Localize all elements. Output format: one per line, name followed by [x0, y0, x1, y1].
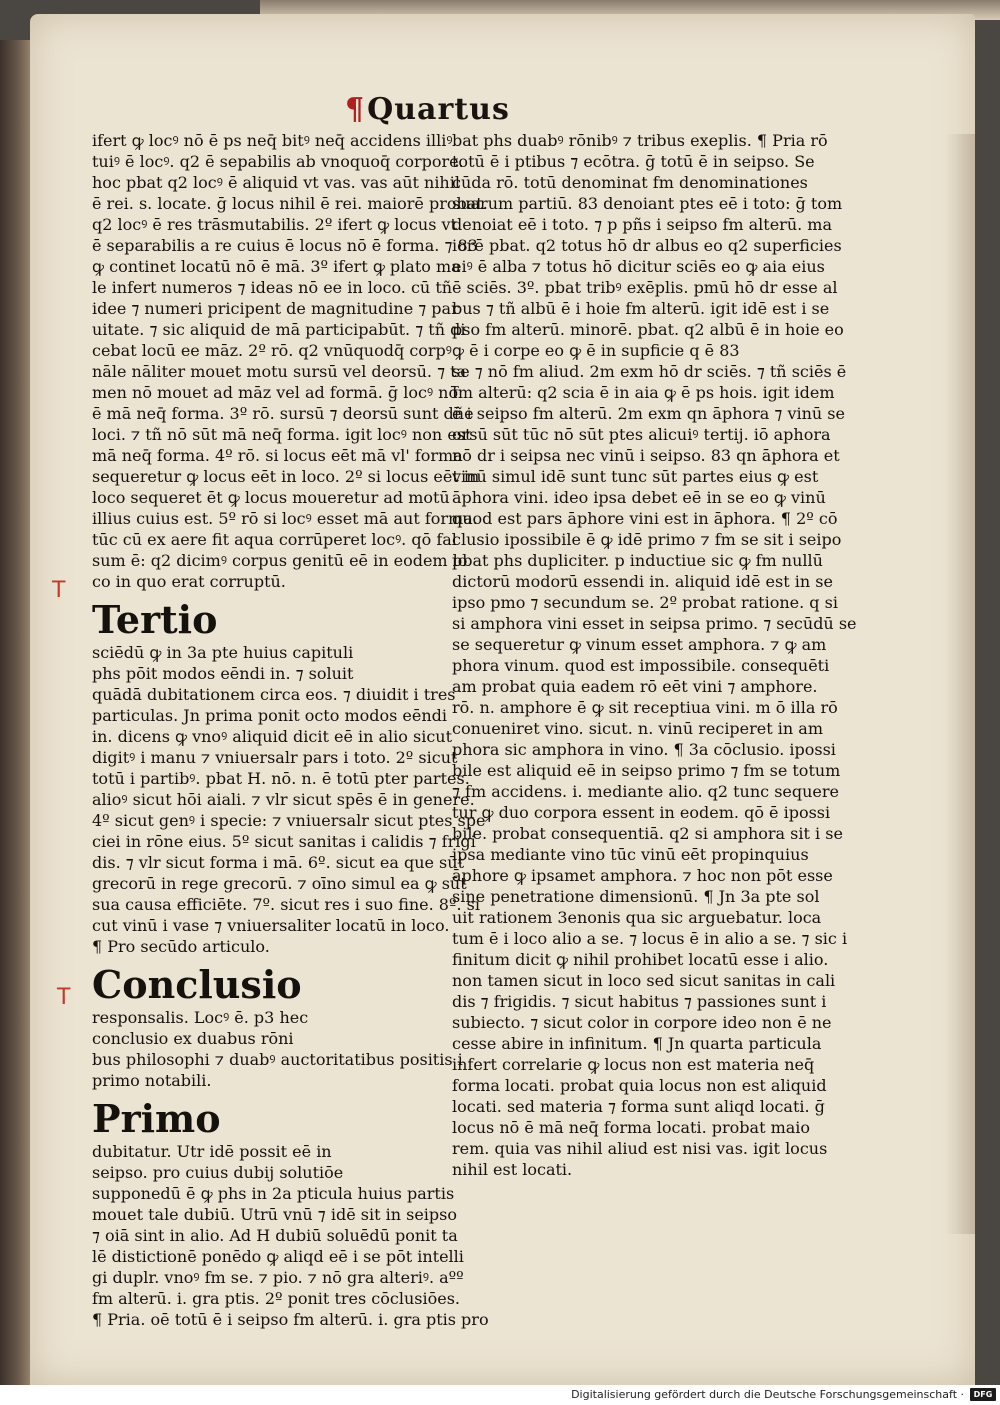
text-line: ipso pmo ⁊ secundum se. 2º probat ratione. q si [452, 593, 838, 612]
text-line: ⁊ oiā sint in alio. Ad H dubiū soluēdū ponit ta [92, 1226, 458, 1245]
text-line: se ⁊ nō fm aliud. 2m exm hō dr sciēs. ⁊ tñ sciēs ē [452, 362, 847, 381]
text-line: uit rationem 3enonis qua sic arguebatur. loca [452, 908, 822, 927]
text-line: men nō mouet ad māz vel ad formā. ḡ locꝰ nō [92, 383, 459, 402]
text-line: sequeretur ꝙ locus eēt in loco. 2º si locus eēt in [92, 467, 480, 486]
pilcrow-mark: ¶ [345, 92, 366, 127]
text-line: sum ē: q2 dicimꝰ corpus genitū eē in eodem lo [92, 551, 468, 570]
margin-mark-1: T [52, 578, 66, 603]
text-line: idee ⁊ numeri pricipent de magnitudine ⁊ par [92, 299, 459, 318]
left-column [92, 130, 489, 1330]
text-line: orsū sūt tūc nō sūt ptes alicuiꝰ tertij. iō aphora [452, 425, 831, 444]
book-left-edge [0, 40, 34, 1385]
text-line: infert correlarie ꝙ locus non est materia neq̄ [452, 1055, 815, 1074]
text-line: finitum dicit ꝙ nihil prohibet locatū esse i alio. [452, 950, 829, 969]
conclusio-paragraph [92, 1049, 463, 1091]
text-line: rō. n. amphore ē ꝙ sit receptiua vini. m ō illa rō [452, 698, 838, 717]
text-line: locus nō ē mā neq̄ forma locati. probat maio [452, 1118, 811, 1137]
text-line: nihil est locati. [452, 1160, 573, 1179]
text-line: pbat phs dupliciter. p inductiue sic ꝙ fm nullū [452, 551, 823, 570]
text-line: se sequeretur ꝙ vinum esset amphora. ⁊ ꝙ am [452, 635, 827, 654]
text-line: digitꝰ i manu ⁊ vniuersalr pars i toto. 2º sicut [92, 748, 458, 767]
text-line: tur ꝙ duo corpora essent in eodem. qō ē ipossi [452, 803, 831, 822]
text-line: q2 locꝰ ē res trāsmutabilis. 2º ifert ꝙ locus vt [92, 215, 457, 234]
text-line: ⁊ fm accidens. i. mediante alio. q2 tunc sequere [452, 782, 840, 801]
text-line: quod est pars āphore vini est in āphora. ¶ 2º cō [452, 509, 838, 528]
text-line: phora vinum. quod est impossibile. consequēti [452, 656, 830, 675]
primo-initial-word: Primo [92, 1096, 221, 1141]
text-line: gi duplr. vnoꝰ fm se. ⁊ pio. ⁊ nō gra alteriꝰ. aºº [92, 1268, 464, 1287]
text-line: bile. probat consequentiā. q2 si amphora sit i se [452, 824, 843, 843]
text-line: bile est aliquid eē in seipso primo ⁊ fm se totum [452, 761, 841, 780]
text-line: seipso. pro cuius dubij solutiōe [92, 1163, 344, 1182]
margin-mark-2: T [57, 985, 71, 1010]
text-line: cebat locū ee māz. 2º rō. q2 vnūquodq̄ corpꝰ [92, 341, 452, 360]
text-line: in. dicens ꝙ vnoꝰ aliquid dicit eē in alio sicut [92, 727, 453, 746]
text-line: ꝙ ē i corpe eo ꝙ ē in supficie q ē 83 [452, 341, 740, 360]
text-line: sciēdū ꝙ in 3a pte huius capituli [92, 643, 354, 662]
text-line: pso fm alterū. minorē. pbat. q2 albū ē in hoie eo [452, 320, 844, 339]
text-line: particulas. Jn prima ponit octo modos eēndi [92, 706, 448, 725]
text-line: cesse abire in infinitum. ¶ Jn quarta particula [452, 1034, 822, 1053]
text-line: tuiꝰ ē locꝰ. q2 ē sepabilis ab vnoquoq̄ corpore. [92, 152, 464, 171]
text-line: forma locati. probat quia locus non est aliquid [452, 1076, 827, 1095]
text-line: fm alterū: q2 scia ē in aia ꝙ ē ps hois. igit idem [452, 383, 835, 402]
text-line: phs pōit modos eēndi in. ⁊ soluit [92, 664, 354, 683]
text-line: mouet tale dubiū. Utrū vnū ⁊ idē sit in seipso [92, 1205, 457, 1224]
text-line: bus ⁊ tñ albū ē i hoie fm alterū. igit idē est i se [452, 299, 830, 318]
text-line: eiꝰ ē alba ⁊ totus hō dicitur sciēs eo ꝙ aia eius [452, 257, 825, 276]
text-line: le infert numeros ⁊ ideas nō ee in loco. cū tñ [92, 278, 453, 297]
text-line: ¶ Pro secūdo articulo. [92, 937, 270, 956]
conclusio-section [92, 962, 463, 1091]
text-line: vinū simul idē sunt tunc sūt partes eius ꝙ est [452, 467, 819, 486]
text-line: rem. quia vas nihil aliud est nisi vas. igit locus [452, 1139, 828, 1158]
tertio-initial-word: Tertio [92, 597, 218, 642]
text-line: nō dr i seipsa nec vinū i seipso. 83 qn āphora et [452, 446, 840, 465]
text-line: conueniret vino. sicut. n. vinū reciperet in am [452, 719, 823, 738]
text-line: non tamen sicut in loco sed sicut sanitas in cali [452, 971, 836, 990]
text-line: illius cuius est. 5º rō si locꝰ esset mā aut forma. [92, 509, 478, 528]
text-line: am probat quia eadem rō eēt vini ⁊ amphore. [452, 677, 818, 696]
text-line: lē distictionē ponēdo ꝙ aliqd eē i se pōt intelli [92, 1247, 464, 1266]
text-line: 4º sicut genꝰ i specie: ⁊ vniuersalr sicut ptes spe [92, 811, 486, 830]
text-line: loci. ⁊ tñ nō sūt mā neq̄ forma. igit locꝰ non est [92, 425, 472, 444]
text-line: sua causa efficiēte. 7º. sicut res i suo fine. 8º. si [92, 895, 481, 914]
text-line: clusio ipossibile ē ꝙ idē primo ⁊ fm se sit i seipo [452, 530, 842, 549]
footer-credit: Digitalisierung gefördert durch die Deutsche Forschungsgemeinschaft · [571, 1388, 964, 1401]
text-line: ciei in rōne eius. 5º sicut sanitas i calidis ⁊ frigi [92, 832, 476, 851]
page-fold-shadow [945, 134, 975, 1234]
text-line: si amphora vini esset in seipsa primo. ⁊ secūdū se [452, 614, 857, 633]
text-line: uitate. ⁊ sic aliquid de mā participabūt. ⁊ tñ di [92, 320, 466, 339]
conclusio-initial-word: Conclusio [92, 962, 302, 1007]
text-line: ē separabilis a re cuius ē locus nō ē forma. ⁊ 83 [92, 236, 478, 255]
text-line: alioꝰ sicut hōi aiali. ⁊ vlr sicut spēs ē in genere. [92, 790, 475, 809]
text-line: āphora vini. ideo ipsa debet eē in se eo ꝙ vinū [452, 488, 826, 507]
text-line: bus philosophi ⁊ duabꝰ auctoritatibus positis i [92, 1050, 463, 1069]
dfg-logo: DFG [970, 1388, 996, 1401]
text-line: dictorū modorū essendi in. aliquid idē est in se [452, 572, 833, 591]
tertio-paragraph [92, 684, 486, 957]
text-line: tum ē i loco alio a se. ⁊ locus ē in alio a se. ⁊ sic i [452, 929, 848, 948]
left-column-paragraph [92, 130, 488, 592]
right-column [452, 130, 857, 1180]
text-line: totū i partibꝰ. pbat H. nō. n. ē totū pter partes. [92, 769, 470, 788]
text-line: responsalis. Locꝰ ē. p3 hec [92, 1008, 309, 1027]
text-line: ē i seipso fm alterū. 2m exm qn āphora ⁊ vinū se [452, 404, 845, 423]
text-line: dis. ⁊ vlr sicut forma i mā. 6º. sicut ea que sūt [92, 853, 464, 872]
text-line: ē mā neq̄ forma. 3º rō. sursū ⁊ deorsū sunt dñe [92, 404, 474, 423]
text-line: cūda rō. totū denominat fm denominationes [452, 173, 808, 192]
text-line: sine penetratione dimensionū. ¶ Jn 3a pte sol [452, 887, 820, 906]
text-line: ipsa mediante vino tūc vinū eēt propinquius [452, 845, 809, 864]
text-line: bat phs duabꝰ rōnibꝰ ⁊ tribus exeplis. ¶ Pria rō [452, 131, 828, 150]
text-line: loco sequeret ēt ꝙ locus moueretur ad motū [92, 488, 450, 507]
text-line: hoc pbat q2 locꝰ ē aliquid vt vas. vas aūt nihil [92, 173, 460, 192]
text-line: nāle nāliter mouet motu sursū vel deorsū. ⁊ ta [92, 362, 467, 381]
text-line: ¶ Pria. oē totū ē i seipso fm alterū. i. gra ptis pro [92, 1310, 489, 1329]
heading-title: Quartus [367, 92, 510, 127]
text-line: dis ⁊ frigidis. ⁊ sicut habitus ⁊ passiones sunt i [452, 992, 827, 1011]
text-line: cut vinū i vase ⁊ vniuersaliter locatū in loco. [92, 916, 450, 935]
text-line: ꝙ continet locatū nō ē mā. 3º ifert ꝙ plato ma [92, 257, 461, 276]
text-line: quādā dubitationem circa eos. ⁊ diuidit i tres [92, 685, 456, 704]
text-line: conclusio ex duabus rōni [92, 1029, 294, 1048]
text-line: mā neq̄ forma. 4º rō. si locus eēt mā vl' forma [92, 446, 463, 465]
text-line: tūc cū ex aere fit aqua corrūperet locꝰ. qō fal [92, 530, 457, 549]
text-line: supponedū ē ꝙ phs in 2a pticula huius partis [92, 1184, 455, 1203]
text-line: denoiat eē i toto. ⁊ p pñs i seipso fm alterū. ma [452, 215, 833, 234]
text-line: subiecto. ⁊ sicut color in corpore ideo non ē ne [452, 1013, 832, 1032]
text-line: co in quo erat corruptū. [92, 572, 286, 591]
text-line: dubitatur. Utr idē possit eē in [92, 1142, 332, 1161]
text-line: āphore ꝙ ipsamet amphora. ⁊ hoc non pōt esse [452, 866, 833, 885]
text-line: ē rei. s. locate. ḡ locus nihil ē rei. maiorē probat. [92, 194, 488, 213]
text-line: ifert ꝙ locꝰ nō ē ps neq̄ bitꝰ neq̄ accidens illiꝰ [92, 131, 453, 150]
text-line: iorē pbat. q2 totus hō dr albus eo q2 superficies [452, 236, 842, 255]
text-line: ē sciēs. 3º. pbat tribꝰ exēplis. pmū hō dr esse al [452, 278, 838, 297]
text-line: grecorū in rege grecorū. ⁊ oīno simul ea ꝙ sūt [92, 874, 467, 893]
primo-section [92, 1096, 489, 1330]
text-line: locati. sed materia ⁊ forma sunt aliqd locati. ḡ [452, 1097, 825, 1116]
page-heading [345, 92, 510, 127]
tertio-section [92, 597, 486, 957]
primo-paragraph [92, 1183, 489, 1330]
text-line: primo notabili. [92, 1071, 212, 1090]
footer-bar [0, 1385, 1000, 1405]
text-line: suarum partiū. 83 denoiant ptes eē i toto: ḡ tom [452, 194, 843, 213]
text-line: totū ē i ptibus ⁊ ecōtra. ḡ totū ē in seipso. Se [452, 152, 815, 171]
text-line: phora sic amphora in vino. ¶ 3a cōclusio. ipossi [452, 740, 836, 759]
text-line: fm alterū. i. gra ptis. 2º ponit tres cōclusiōes. [92, 1289, 460, 1308]
